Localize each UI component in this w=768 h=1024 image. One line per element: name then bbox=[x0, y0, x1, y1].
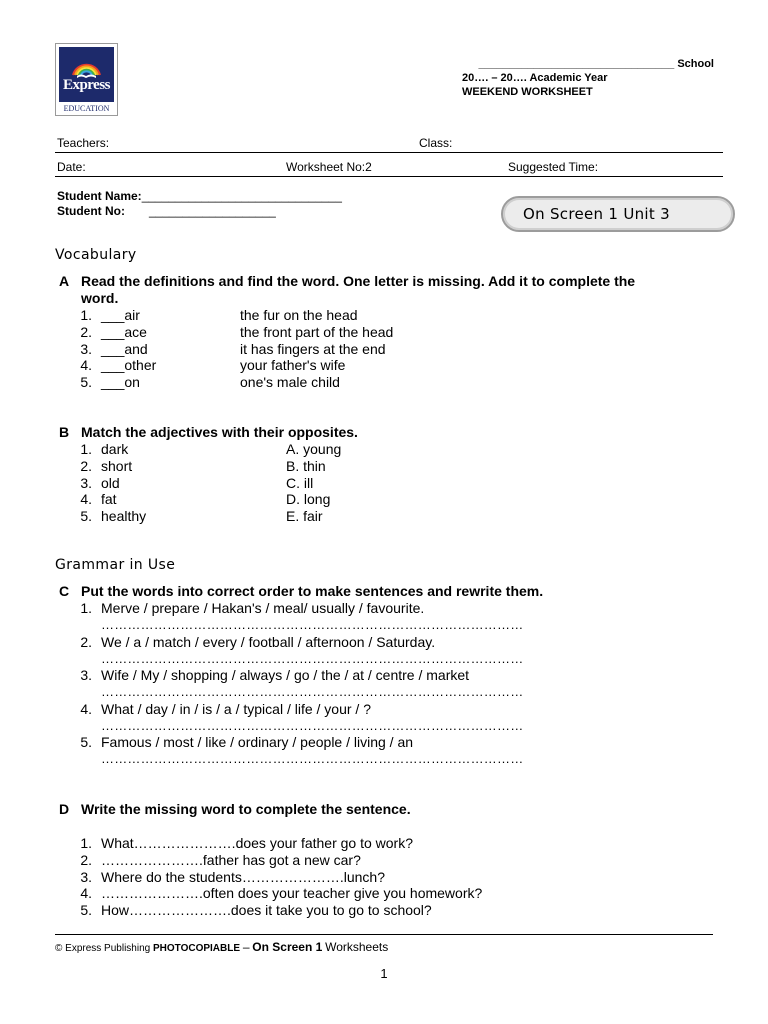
student-no-blank: ___________________ bbox=[149, 204, 276, 218]
answer-line: …………………………………………………………………………………… bbox=[101, 650, 524, 666]
question-a-instruction-line1: Read the definitions and find the word. One letter is missing. Add it to complete the bbox=[81, 273, 636, 289]
answer-line: …………………………………………………………………………………… bbox=[101, 684, 524, 700]
academic-year: 20…. – 20…. Academic Year bbox=[462, 72, 608, 84]
section-title-vocabulary: Vocabulary bbox=[55, 247, 137, 263]
section-title-grammar: Grammar in Use bbox=[55, 557, 176, 573]
logo-emblem bbox=[59, 47, 114, 102]
question-a-list: 1. ___air the fur on the head 2. ___ace the front part of the head 3. ___and it has fingers at the end 4. ___other your father's wife 5. ___on one's male child bbox=[80, 307, 394, 391]
question-b-instruction: Match the adjectives with their opposites. bbox=[81, 424, 358, 440]
student-name-label: Student Name: bbox=[57, 189, 142, 203]
student-no-row bbox=[57, 204, 276, 218]
question-d-heading bbox=[59, 801, 739, 818]
page-number: 1 bbox=[380, 966, 388, 981]
footer-copyright: © Express Publishing bbox=[55, 943, 151, 954]
express-education-logo bbox=[55, 43, 118, 116]
footer-dash: – bbox=[242, 940, 250, 954]
question-a-instruction-line2: word. bbox=[81, 290, 119, 306]
footer-text bbox=[55, 940, 388, 954]
question-c-instruction: Put the words into correct order to make sentences and rewrite them. bbox=[81, 583, 544, 599]
unit-badge-text: On Screen 1 Unit 3 bbox=[523, 205, 670, 223]
date-label: Date: bbox=[57, 160, 86, 174]
footer-divider bbox=[55, 934, 713, 935]
question-letter: A bbox=[59, 273, 70, 289]
question-b-heading bbox=[59, 424, 739, 441]
question-letter: B bbox=[59, 424, 70, 440]
teachers-label: Teachers: bbox=[57, 136, 110, 150]
question-b-list: 1. dark A. young 2. short B. thin 3. old C. ill 4. fat D. long 5. healthy E. fair bbox=[80, 441, 342, 525]
student-name-blank: ______________________________ bbox=[141, 189, 342, 203]
answer-line: …………………………………………………………………………………… bbox=[101, 751, 524, 767]
answer-line: …………………………………………………………………………………… bbox=[101, 717, 524, 733]
question-d-list: 1. What………………….does your father go to work? 2. ………………….father has got a new car? 3. Where do the students………………….lunch? 4. ………………….often does your teacher give you homework? 5. How………………….does it take you to go to school? bbox=[80, 835, 483, 919]
logo-subtitle: EDUCATION bbox=[63, 104, 110, 113]
question-letter: D bbox=[59, 801, 70, 817]
question-d-instruction: Write the missing word to complete the sentence. bbox=[81, 801, 411, 817]
student-name-row bbox=[57, 189, 342, 203]
class-label: Class: bbox=[419, 136, 453, 150]
unit-badge bbox=[501, 196, 735, 232]
answer-line: …………………………………………………………………………………… bbox=[101, 617, 524, 632]
school-header bbox=[462, 57, 714, 99]
footer-photocopiable: PHOTOCOPIABLE bbox=[152, 943, 241, 954]
divider-teachers bbox=[55, 152, 723, 153]
footer-worksheets: Worksheets bbox=[325, 940, 389, 954]
divider-date bbox=[55, 176, 723, 177]
question-c-heading bbox=[59, 583, 739, 600]
student-no-label: Student No: bbox=[57, 204, 125, 218]
question-letter: C bbox=[59, 583, 70, 599]
worksheet-number: Worksheet No:2 bbox=[286, 160, 372, 174]
footer-series: On Screen 1 bbox=[252, 940, 323, 954]
school-line: ________________________________ School bbox=[478, 58, 714, 70]
worksheet-type: WEEKEND WORKSHEET bbox=[462, 86, 593, 98]
question-c-list: 1. Merve / prepare / Hakan's / meal/ usually / favourite. …………………………………………………………………………………… 2. We / a / match / every / football / afternoon / Saturday. …………………………………………………………………………………… 3. Wife / My / shopping / always / go / the / at / centre / market …………………………………………………………………………………… 4. What / day / in / is / a / typical / life / your / ? …………………………………………………………………………………… 5. Famous / most / like / ordinary / people / living / an …………………………………………………………………………………… bbox=[80, 600, 524, 767]
suggested-time-label: Suggested Time: bbox=[508, 160, 599, 174]
logo-word: Express bbox=[62, 77, 111, 93]
